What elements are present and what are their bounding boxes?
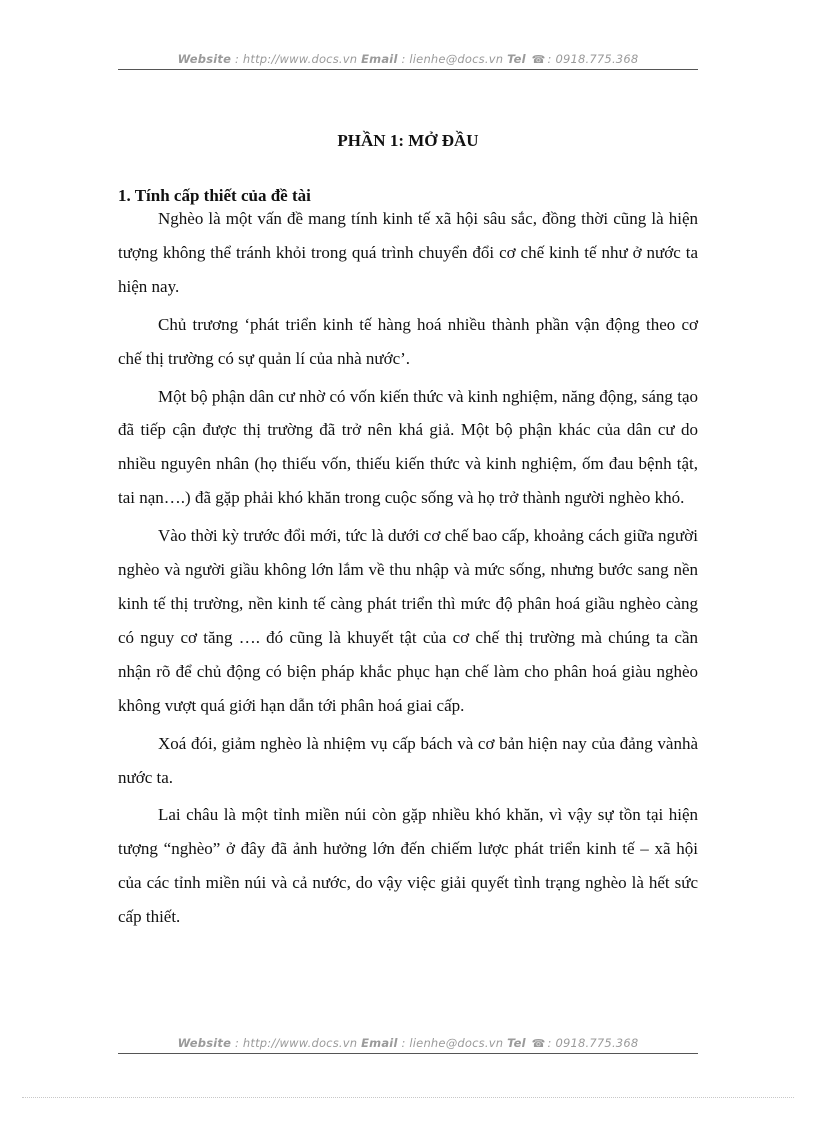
paragraph: Nghèo là một vấn đề mang tính kinh tế xã hội sâu sắc, đồng thời cũng là hiện tượng không thể tránh khỏi trong quá trình chuyển đổi cơ chế kinh tế như ở nước ta hiện nay. [118,209,698,296]
page-edge-dotted-line [22,1097,794,1098]
tel-label: Tel [507,52,526,66]
tel-value: : 0918.775.368 [547,52,639,66]
website-label: Website [177,52,232,66]
tel-value: : 0918.775.368 [547,1036,639,1050]
paragraph: Xoá đói, giảm nghèo là nhiệm vụ cấp bách và cơ bản hiện nay của đảng vànhà nước ta. [118,733,698,787]
website-label: Website [177,1036,232,1050]
header-rule [118,69,698,70]
website-value: : http://www.docs.vn [234,1036,358,1050]
footer-rule [118,1053,698,1054]
paragraph: Chủ trương ‘phát triển kinh tế hàng hoá nhiều thành phần vận động theo cơ chế thị trường có sự quản lí của nhà nước’. [118,314,698,368]
phone-icon: ☎ [531,53,546,66]
tel-label: Tel [507,1036,526,1050]
paragraph: Vào thời kỳ trước đổi mới, tức là dưới cơ chế bao cấp, khoảng cách giữa người nghèo và người giầu không lớn lắm về thu nhập và mức sống, nhưng bước sang nền kinh tế thị trường, nền kinh tế càng phát triển thì mức độ phân hoá giầu nghèo càng có nguy cơ tăng …. đó cũng là khuyết tật của cơ chế thị trường mà chúng ta cần nhận rõ để chủ động có biện pháp khắc phục hạn chế làm cho phân hoá giàu nghèo không vượt quá giới hạn dẫn tới phân hoá giai cấp. [118,526,698,715]
page-title: PHẦN 1: MỞ ĐẦU [337,131,479,150]
email-value: : lienhe@docs.vn [401,52,504,66]
email-label: Email [361,52,398,66]
body-text [118,202,698,938]
paragraph: Lai châu là một tỉnh miền núi còn gặp nhiều khó khăn, vì vậy sự tồn tại hiện tượng “nghèo” ở đây đã ảnh hưởng lớn đến chiếm lược phát triển kinh tế – xã hội của các tỉnh miền núi và cả nước, do vậy việc giải quyết tình trạng nghèo là hết sức cấp thiết. [118,805,698,927]
email-value: : lienhe@docs.vn [401,1036,504,1050]
section-heading: 1. Tính cấp thiết của đề tài [118,186,311,205]
page-header [118,52,698,66]
website-value: : http://www.docs.vn [234,52,358,66]
phone-icon: ☎ [531,1037,546,1050]
paragraph: Một bộ phận dân cư nhờ có vốn kiến thức và kinh nghiệm, năng động, sáng tạo đã tiếp cận được thị trường đã trở nên khá giả. Một bộ phận khác của dân cư do nhiều nguyên nhân (họ thiếu vốn, thiếu kiến thức và kinh nghiệm, ốm đau bệnh tật, tai nạn….) đã gặp phải khó khăn trong cuộc sống và họ trở thành người nghèo khó. [118,386,698,508]
email-label: Email [361,1036,398,1050]
page-footer [118,1036,698,1050]
